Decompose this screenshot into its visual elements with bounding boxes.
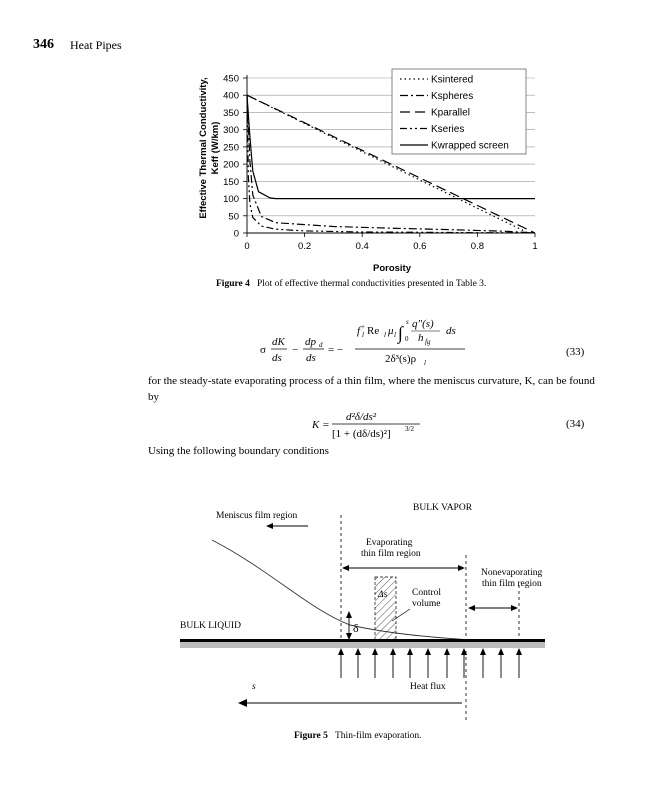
control-label-2: volume <box>412 599 441 609</box>
y-tick-label: 50 <box>228 211 239 223</box>
eq33-integral-den-sub: fg <box>425 338 431 346</box>
delta-label: δ <box>353 621 359 635</box>
nonevap-label-2: thin film region <box>482 579 542 589</box>
eq33-re: Re <box>367 325 380 337</box>
svg-text:l: l <box>394 331 396 339</box>
x-tick-label: 0.4 <box>355 241 369 252</box>
eq34-den: [1 + (dδ/ds)²] <box>332 428 391 440</box>
y-tick-label: 350 <box>223 107 239 119</box>
y-tick-label: 0 <box>233 228 239 240</box>
legend-label: Kwrapped screen <box>431 140 509 152</box>
nonevap-label-1: Nonevaporating <box>481 568 543 578</box>
eq33-dk-num: dK <box>272 336 285 348</box>
legend-label: Kparallel <box>431 107 470 119</box>
paragraph-1: for the steady-state evaporating process of a thin film, where the meniscus curvature, K, can be found by <box>148 375 595 403</box>
legend-label: Kspheres <box>431 91 474 102</box>
eq33-dpd-sub: d <box>319 341 323 349</box>
x-tick-label: 0.6 <box>413 241 427 252</box>
y-tick-label: 100 <box>223 194 239 206</box>
eq33-f: f <box>357 325 361 337</box>
eq33-lower: 0 <box>405 335 409 343</box>
y-axis-label-line1: Effective Thermal Conductivity, <box>198 77 209 219</box>
bulk-liquid-label: BULK LIQUID <box>180 621 241 631</box>
legend-label: Ksintered <box>431 74 474 86</box>
eq33-den: 2δ³(s)ρ <box>385 353 417 365</box>
eq34-den-exp: 3/2 <box>405 425 414 433</box>
svg-text:μ: μ <box>388 325 394 337</box>
eq33-dpd-den: ds <box>306 352 316 364</box>
s-label: s <box>252 682 256 692</box>
y-tick-label: 400 <box>223 90 239 102</box>
figure-4-label: Figure 4 <box>216 279 250 289</box>
y-tick-label: 150 <box>223 176 239 188</box>
evaporating-label-1: Evaporating <box>366 538 413 548</box>
paragraph-2: Using the following boundary conditions <box>148 445 329 457</box>
eq33-integral-den: h <box>418 332 424 344</box>
eq33-dk-den: ds <box>272 352 282 364</box>
x-tick-label: 0.2 <box>297 241 312 252</box>
eq34-number: (34) <box>566 418 585 430</box>
eq33-dpd-num: dp <box>305 336 316 348</box>
x-axis-label: Porosity <box>372 263 412 274</box>
x-tick-label: 1 <box>532 241 538 252</box>
running-title: Heat Pipes <box>70 38 122 52</box>
eq33-den-sub: l <box>424 359 426 367</box>
eq34-num: d²δ/ds² <box>346 411 377 423</box>
figure-5-caption <box>294 731 422 741</box>
figure-4-caption-text: Plot of effective thermal conductivities presented in Table 3. <box>257 279 487 289</box>
figure-5-caption-text: Thin-film evaporation. <box>335 731 422 741</box>
eq33-integral-num: q″(s) <box>412 318 434 330</box>
eq33-minus: − <box>292 344 299 356</box>
y-axis-label-line2: Keff (W/km) <box>210 121 221 175</box>
legend-label: Kseries <box>431 124 465 135</box>
meniscus-label: Meniscus film region <box>216 511 298 521</box>
eq33-upper: s <box>406 318 409 326</box>
x-tick-label: 0.8 <box>470 241 485 252</box>
evaporating-label-2: thin film region <box>361 549 421 559</box>
svg-text:+: + <box>361 323 365 331</box>
svg-text:l: l <box>362 331 364 339</box>
y-tick-label: 450 <box>223 73 239 85</box>
eq33-sigma: σ <box>260 344 266 356</box>
heat-flux-label: Heat flux <box>410 682 446 692</box>
svg-text:∫: ∫ <box>398 323 403 343</box>
bulk-vapor-label: BULK VAPOR <box>413 503 473 513</box>
y-tick-label: 250 <box>223 142 239 154</box>
page-number: 346 <box>33 37 54 52</box>
eq34-lhs: K = <box>312 419 330 431</box>
heat-flux-arrows <box>338 648 522 678</box>
svg-text:l: l <box>384 331 386 339</box>
x-tick-label: 0 <box>244 241 250 252</box>
figure-5-label: Figure 5 <box>294 731 328 741</box>
y-tick-label: 200 <box>223 159 239 171</box>
eq33-ds: ds <box>446 325 456 337</box>
y-tick-label: 300 <box>223 125 239 137</box>
control-label-1: Control <box>412 588 442 598</box>
eq33-number: (33) <box>566 346 585 358</box>
delta-s-label: Δs <box>378 590 388 600</box>
substrate-wall <box>180 639 545 642</box>
eq33-equals: = − <box>328 344 344 356</box>
